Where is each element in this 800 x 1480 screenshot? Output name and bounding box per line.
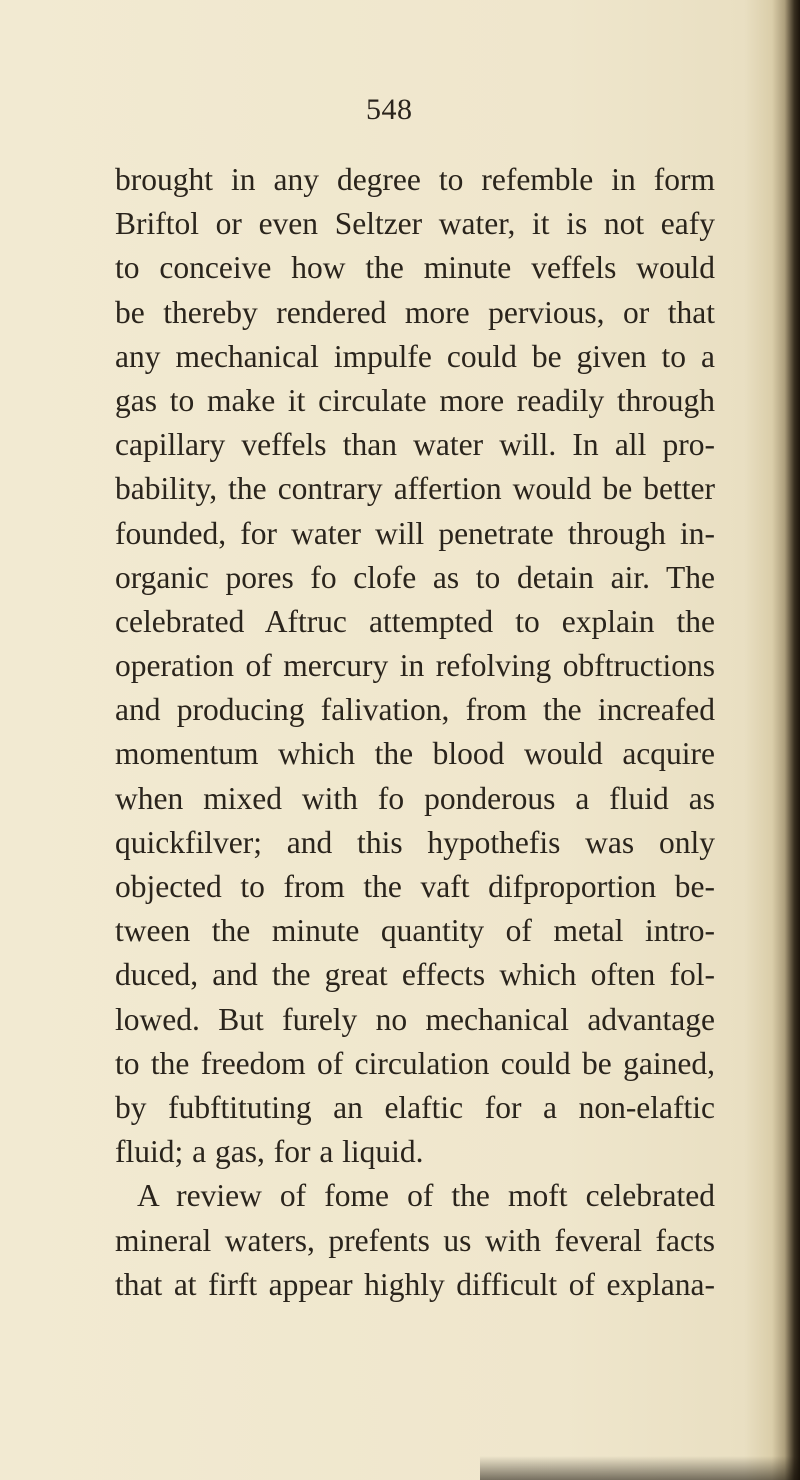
text-line: bability, the contrary affertion would be better <box>115 471 715 507</box>
text-line: be thereby rendered more pervious, or that <box>115 294 715 330</box>
text-line: capillary veffels than water will. In all pro- <box>115 427 715 463</box>
text-line: lowed. But furely no mechanical advantage <box>115 1001 715 1037</box>
text-line: momentum which the blood would acquire <box>115 736 715 772</box>
page-binding-edge <box>772 0 800 1480</box>
page-bottom-shadow <box>480 1456 800 1480</box>
text-line: objected to from the vaft difproportion be- <box>115 869 715 904</box>
text-line: gas to make it circulate more readily through <box>115 382 715 418</box>
text-line: duced, and the great effects which often fol- <box>115 957 715 993</box>
body-text <box>115 158 715 1307</box>
text-line: mineral waters, prefents us with feveral facts <box>115 1222 715 1258</box>
page-number: 548 <box>366 93 413 126</box>
text-line: by fubftituting an elaftic for a non-elaftic <box>115 1089 715 1125</box>
text-line-paragraph-start: A review of fome of the moft celebrated <box>137 1178 715 1214</box>
text-line: organic pores fo clofe as to detain air. The <box>115 559 715 595</box>
text-line: Briftol or even Seltzer water, it is not eafy <box>115 206 715 242</box>
text-line: when mixed with fo ponderous a fluid as <box>115 780 715 816</box>
text-line: to the freedom of circulation could be gained, <box>115 1045 715 1081</box>
text-line: founded, for water will penetrate through in- <box>115 515 715 551</box>
text-line: to conceive how the minute veffels would <box>115 250 715 286</box>
text-line: operation of mercury in refolving obftructions <box>115 648 715 684</box>
text-line: and producing falivation, from the increafed <box>115 692 715 728</box>
text-line-paragraph-end: fluid; a gas, for a liquid. <box>115 1134 424 1170</box>
text-line: quickfilver; and this hypothefis was only <box>115 824 715 860</box>
text-line: any mechanical impulfe could be given to a <box>115 338 715 374</box>
text-line: tween the minute quantity of metal intro- <box>115 913 715 949</box>
text-line: celebrated Aftruc attempted to explain the <box>115 603 715 639</box>
text-line: that at firft appear highly difficult of explana- <box>115 1266 715 1302</box>
text-line: brought in any degree to refemble in form <box>115 162 715 197</box>
